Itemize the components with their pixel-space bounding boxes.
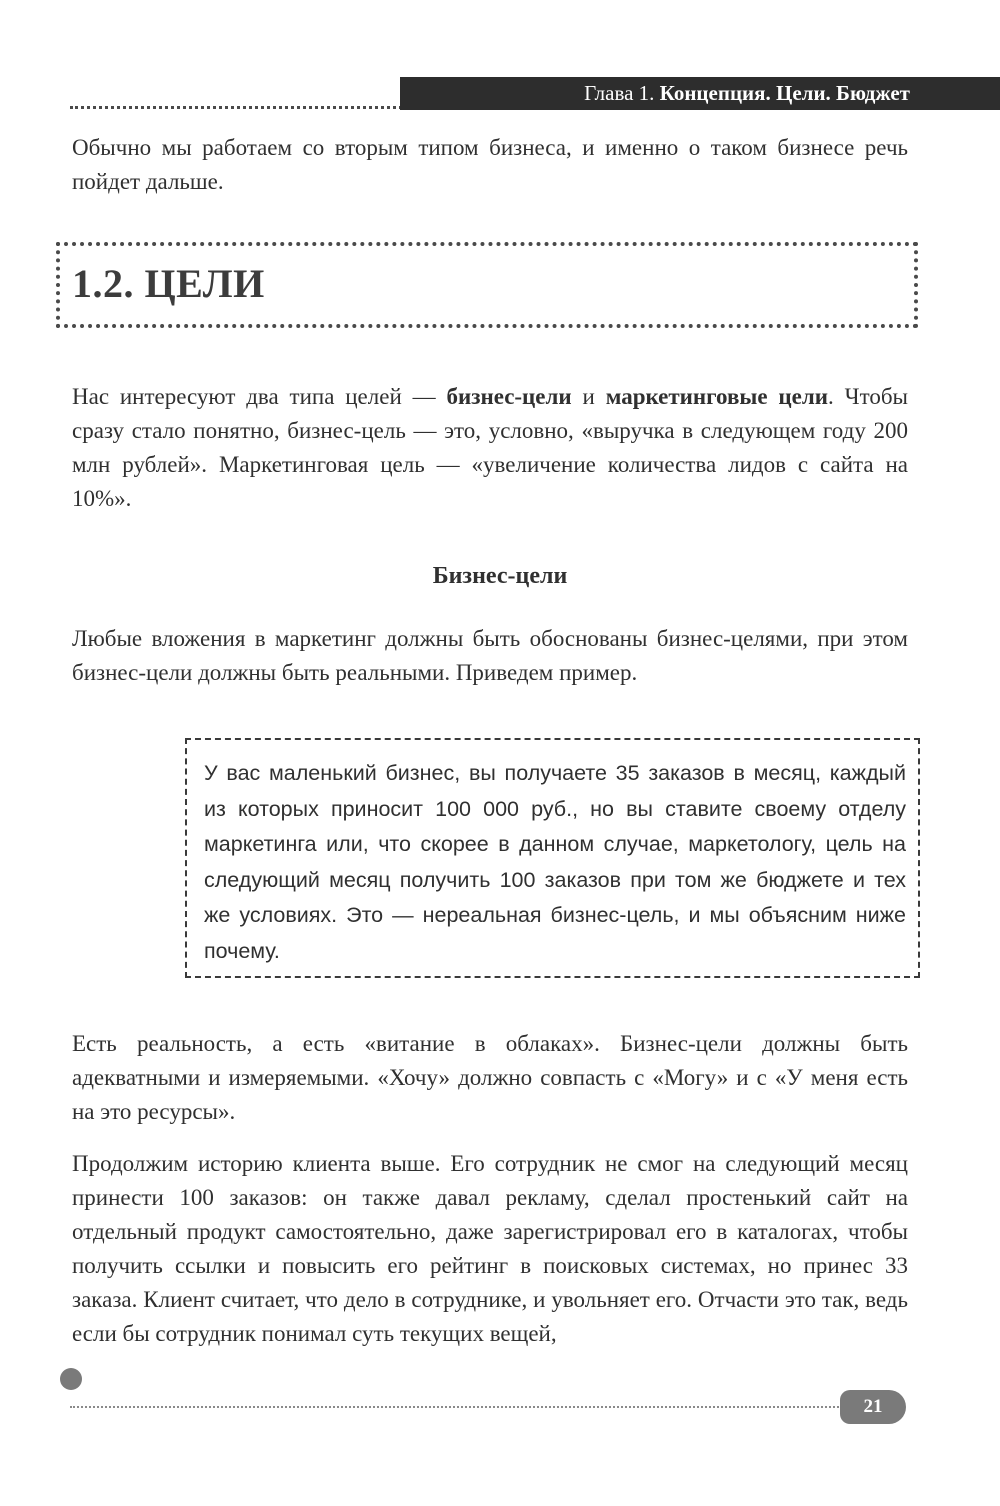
footer-dotted-rule [70,1406,846,1408]
goals-text-1: Нас интересуют два типа целей — [72,384,447,409]
goals-text-3: . Чтобы сразу стало понятно, бизнес-цель — это, условно, «выручка в следующем году 200 млн рублей». Маркетинговая цель — «увеличение количества лидов с сайта на 10%». [72,384,908,511]
header-dotted-rule [70,106,402,109]
chapter-prefix: Глава 1. [584,81,655,105]
story-paragraph: Продолжим историю клиента выше. Его сотрудник не смог на следующий месяц принести 100 заказов: он также давал рекламу, сделал простенький сайт на отдельный продукт самостоятельно, даже зарегистрировал его в каталогах, чтобы получить ссылки и повысить его рейтинг в поисковых системах, но принес 33 заказа. Клиент считает, что дело в сотруднике, и увольняет его. Отчасти это так, ведь если бы сотрудник понимал суть текущих вещей, [72,1151,908,1346]
subheading-business-goals: Бизнес-цели [432,563,568,589]
goals-text-2: и [571,384,606,409]
page-number: 21 [840,1390,906,1424]
reality-paragraph: Есть реальность, а есть «витание в облаках». Бизнес-цели должны быть адекватными и измеряемыми. «Хочу» должно совпасть с «Могу» и с «У меня есть на это ресурсы». [72,1031,908,1124]
goals-paragraph [72,380,908,516]
goals-term-marketing: маркетинговые цели [605,384,829,409]
business-goals-paragraph: Любые вложения в маркетинг должны быть обоснованы бизнес-целями, при этом бизнес-цели должны быть реальными. Приведем пример. [72,626,908,685]
example-text: У вас маленький бизнес, вы получаете 35 заказов в месяц, каждый из которых приносит 100 000 руб., но вы ставите своему отделу маркетинга или, что скорее в данном случае, маркетологу, цель на следующий месяц получить 100 заказов при том же бюджете и тех же условиях. Это — нереальная бизнес-цель, и мы объясним ниже почему. [204,761,906,963]
footer-bullet-icon [60,1368,82,1390]
intro-paragraph: Обычно мы работаем со вторым типом бизнеса, и именно о таком бизнесе речь пойдет дальше. [72,135,908,194]
chapter-title: Концепция. Цели. Бюджет [659,81,910,105]
goals-term-business: бизнес-цели [446,384,572,409]
chapter-header [400,77,1000,110]
section-title: 1.2. ЦЕЛИ [72,261,265,306]
